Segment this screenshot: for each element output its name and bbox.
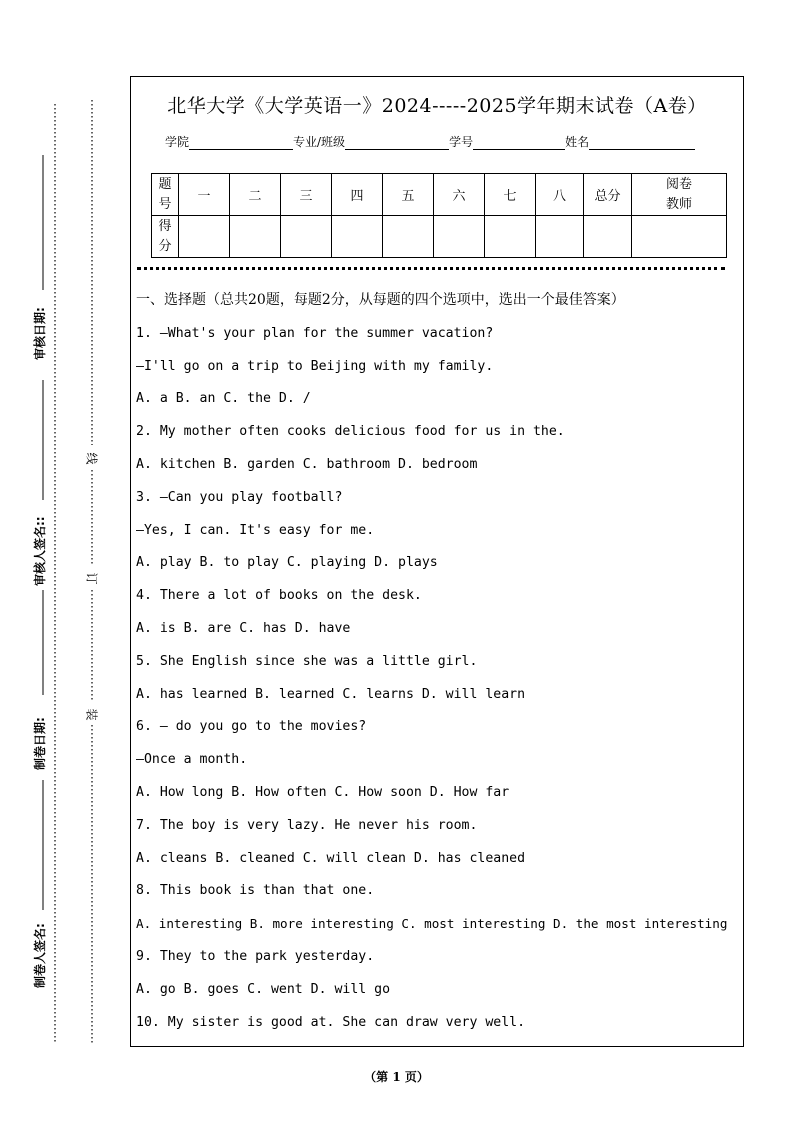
page-number: （第 1 页） bbox=[364, 1070, 429, 1084]
col-header: 八 bbox=[536, 174, 584, 216]
option-line: A. is B. are C. has D. have bbox=[136, 620, 351, 636]
question-line: 4. There a lot of books on the desk. bbox=[136, 588, 422, 604]
name-label: 姓名 bbox=[565, 135, 590, 149]
row-label-score: 得分 bbox=[152, 216, 179, 258]
score-cell[interactable] bbox=[485, 216, 536, 258]
score-cell[interactable] bbox=[281, 216, 332, 258]
name-field[interactable] bbox=[589, 137, 695, 150]
question-line: 3. —Can you play football? bbox=[136, 489, 343, 505]
binding-char-xian: 线 bbox=[84, 452, 99, 465]
section-heading: 一、选择题（总共20题，每题2分，从每题的四个选项中，选出一个最佳答案） bbox=[136, 292, 625, 308]
score-cell[interactable] bbox=[383, 216, 434, 258]
score-cell[interactable] bbox=[536, 216, 584, 258]
score-cell[interactable] bbox=[332, 216, 383, 258]
maker-sign-label: 制卷人签名: bbox=[33, 923, 47, 988]
question-line: 2. My mother often cooks delicious food for us in the. bbox=[136, 424, 565, 440]
question-line: 6. — do you go to the movies? bbox=[136, 719, 367, 735]
col-header: 五 bbox=[383, 174, 434, 216]
score-cell[interactable] bbox=[434, 216, 485, 258]
question-line: —I'll go on a trip to Beijing with my family. bbox=[136, 358, 494, 374]
student-id-label: 学号 bbox=[449, 135, 474, 149]
question-content bbox=[136, 289, 741, 1043]
row-label-question-no: 题号 bbox=[152, 174, 179, 216]
binding-char-ding: 订 bbox=[84, 572, 99, 585]
major-class-field[interactable] bbox=[345, 137, 449, 150]
option-line: A. interesting B. more interesting C. most interesting D. the most interesting bbox=[136, 916, 728, 932]
option-line: A. kitchen B. garden C. bathroom D. bedroom bbox=[136, 456, 478, 472]
question-line: 5. She English since she was a little girl. bbox=[136, 653, 478, 669]
option-line: A. play B. to play C. playing D. plays bbox=[136, 555, 438, 571]
score-cell[interactable] bbox=[584, 216, 632, 258]
col-header: 三 bbox=[281, 174, 332, 216]
binding-char-zhuang: 装 bbox=[84, 708, 99, 721]
option-line: A. has learned B. learned C. learns D. will learn bbox=[136, 686, 526, 702]
col-header: 七 bbox=[485, 174, 536, 216]
page-title: 北华大学《大学英语一》2024-----2025学年期末试卷（A卷） bbox=[167, 95, 707, 117]
question-line: 7. The boy is very lazy. He never his room. bbox=[136, 817, 478, 833]
question-line: —Once a month. bbox=[136, 752, 248, 768]
student-id-field[interactable] bbox=[473, 137, 565, 150]
college-label: 学院 bbox=[165, 135, 190, 149]
major-class-label: 专业/班级 bbox=[293, 135, 346, 149]
score-cell[interactable] bbox=[230, 216, 281, 258]
col-header: 四 bbox=[332, 174, 383, 216]
college-field[interactable] bbox=[189, 137, 293, 150]
question-line: —Yes, I can. It's easy for me. bbox=[136, 522, 375, 538]
student-info-line bbox=[165, 133, 695, 150]
grader-header: 阅卷教师 bbox=[632, 174, 727, 216]
score-cell[interactable] bbox=[179, 216, 230, 258]
signature-lines bbox=[40, 150, 46, 1040]
binding-dotted-line-left bbox=[52, 104, 58, 1044]
option-line: A. a B. an C. the D. / bbox=[136, 391, 311, 407]
review-date-label: 审核日期: bbox=[33, 307, 47, 360]
question-line: 10. My sister is good at. She can draw very well. bbox=[136, 1014, 526, 1030]
col-header: 一 bbox=[179, 174, 230, 216]
question-line: 8. This book is than that one. bbox=[136, 883, 375, 899]
exam-frame bbox=[130, 76, 744, 1047]
question-line: 1. —What's your plan for the summer vacation? bbox=[136, 325, 494, 341]
col-header: 六 bbox=[434, 174, 485, 216]
col-header: 总分 bbox=[584, 174, 632, 216]
reviewer-sign-label: 审核人签名:: bbox=[33, 516, 47, 586]
option-line: A. go B. goes C. went D. will go bbox=[136, 981, 391, 997]
option-line: A. How long B. How often C. How soon D. How far bbox=[136, 784, 510, 800]
option-line: A. cleans B. cleaned C. will clean D. has cleaned bbox=[136, 850, 526, 866]
dotted-separator bbox=[137, 267, 725, 270]
col-header: 二 bbox=[230, 174, 281, 216]
grader-cell[interactable] bbox=[632, 216, 727, 258]
score-table bbox=[151, 173, 727, 258]
question-line: 9. They to the park yesterday. bbox=[136, 948, 375, 964]
make-date-label: 制卷日期: bbox=[33, 717, 47, 770]
